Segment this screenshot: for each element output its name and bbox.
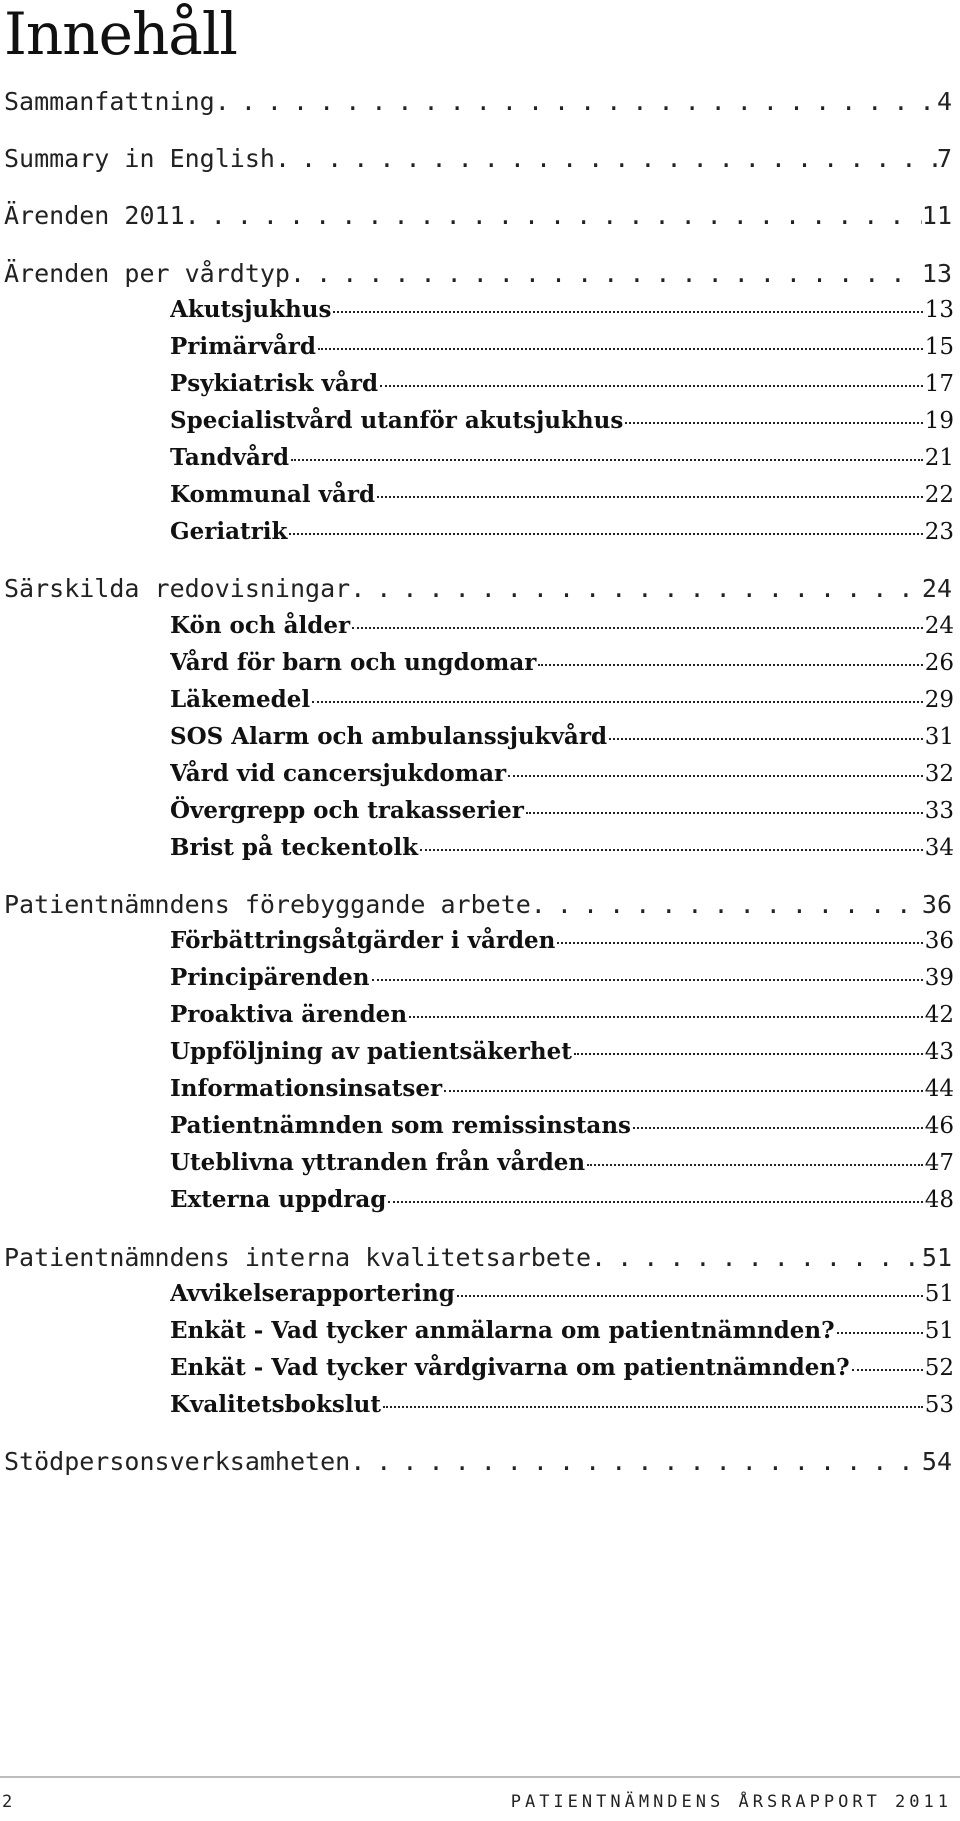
toc-entry[interactable]	[170, 720, 954, 754]
toc-dot-leader	[377, 495, 923, 498]
toc-entry-page: 52	[924, 1355, 954, 1381]
page-title: Innehåll	[4, 0, 237, 68]
toc-dot-leader	[457, 1294, 923, 1297]
toc-entry-page: 53	[924, 1392, 954, 1418]
toc-entry[interactable]	[4, 141, 952, 177]
toc-entry-label: Uppföljning av patientsäkerhet	[170, 1038, 572, 1065]
toc-entry[interactable]	[170, 1388, 954, 1422]
toc-entry-page: 48	[924, 1187, 954, 1213]
toc-entry[interactable]	[170, 646, 954, 680]
toc-entry-label: Särskilda redovisningar	[4, 574, 351, 603]
toc-dot-leader	[531, 887, 922, 923]
toc-dot-leader	[290, 256, 922, 292]
toc-dot-leader	[318, 347, 923, 350]
toc-entry[interactable]	[170, 330, 954, 364]
toc-dot-leader	[557, 941, 922, 944]
toc-entry[interactable]	[170, 961, 954, 995]
toc-entry-label: SOS Alarm och ambulanssjukvård	[170, 723, 608, 750]
toc-dot-leader	[350, 571, 922, 607]
toc-dot-leader	[526, 811, 923, 814]
toc-entry-page: 36	[921, 890, 952, 919]
toc-entry-label: Avvikelserapportering	[170, 1280, 455, 1307]
toc-entry-page: 42	[924, 1002, 954, 1028]
toc-dot-leader	[409, 1015, 923, 1018]
toc-entry[interactable]	[4, 84, 952, 120]
footer-report-title: PATIENTNÄMNDENS ÅRSRAPPORT 2011	[510, 1792, 952, 1812]
toc-entry-label: Kvalitetsbokslut	[170, 1391, 381, 1418]
toc-entry-label: Övergrepp och trakasserier	[170, 797, 524, 824]
toc-entry-page: 24	[924, 613, 954, 639]
toc-entry-label: Enkät - Vad tycker vårdgivarna om patientnämnden?	[170, 1354, 850, 1381]
toc-entry-label: Ärenden 2011	[4, 201, 185, 230]
toc-entry-page: 36	[924, 928, 954, 954]
toc-entry-page: 43	[924, 1039, 954, 1065]
toc-entry-page: 22	[924, 482, 954, 508]
toc-entry-page: 17	[924, 371, 954, 397]
toc-entry-label: Proaktiva ärenden	[170, 1001, 408, 1028]
toc-entry[interactable]	[170, 1183, 954, 1217]
toc-entry-label: Principärenden	[170, 964, 370, 991]
toc-entry-label: Summary in English	[4, 144, 275, 173]
toc-entry-label: Förbättringsåtgärder i vården	[170, 927, 556, 954]
toc-dot-leader	[185, 198, 922, 234]
toc-entry-page: 24	[921, 574, 952, 603]
toc-entry-label: Vård vid cancersjukdomar	[170, 760, 507, 787]
toc-entry-page: 44	[924, 1076, 954, 1102]
toc-entry-label: Sammanfattning	[4, 87, 215, 116]
toc-entry[interactable]	[170, 1314, 954, 1348]
toc-entry-label: Patientnämndens förebyggande arbete	[4, 890, 531, 919]
toc-entry-page: 19	[924, 408, 954, 434]
toc-dot-leader	[625, 421, 922, 424]
toc-dot-leader	[312, 700, 923, 703]
toc-entry[interactable]	[4, 887, 952, 923]
toc-entry[interactable]	[4, 256, 952, 292]
toc-entry-page: 26	[924, 650, 954, 676]
toc-entry-label: Kön och ålder	[170, 612, 351, 639]
footer-page-number: 2	[2, 1792, 13, 1812]
toc-entry[interactable]	[170, 794, 954, 828]
toc-entry-page: 15	[924, 334, 954, 360]
toc-dot-leader	[444, 1089, 923, 1092]
toc-entry-page: 51	[924, 1281, 954, 1307]
toc-entry[interactable]	[4, 1444, 952, 1480]
toc-dot-leader	[587, 1163, 923, 1166]
toc-dot-leader	[350, 1444, 922, 1480]
toc-dot-leader	[372, 978, 923, 981]
toc-dot-leader	[215, 84, 937, 120]
toc-entry[interactable]	[170, 1072, 954, 1106]
toc-entry[interactable]	[170, 1035, 954, 1069]
toc-entry-page: 39	[924, 965, 954, 991]
toc-entry-page: 4	[936, 87, 952, 116]
toc-entry[interactable]	[4, 198, 952, 234]
toc-dot-leader	[383, 1405, 923, 1408]
toc-dot-leader	[633, 1126, 923, 1129]
toc-entry-page: 46	[924, 1113, 954, 1139]
toc-entry[interactable]	[170, 831, 954, 865]
toc-entry-label: Akutsjukhus	[170, 296, 332, 323]
toc-entry[interactable]	[170, 998, 954, 1032]
toc-dot-leader	[837, 1331, 923, 1334]
toc-dot-leader	[289, 532, 922, 535]
toc-entry[interactable]	[170, 404, 954, 438]
toc-dot-leader	[538, 663, 922, 666]
toc-entry-page: 51	[924, 1318, 954, 1344]
toc-dot-leader	[388, 1200, 922, 1203]
toc-entry-label: Läkemedel	[170, 686, 311, 713]
toc-entry-page: 33	[924, 798, 954, 824]
toc-entry-page: 23	[924, 519, 954, 545]
toc-entry[interactable]	[4, 1240, 952, 1276]
toc-entry-label: Kommunal vård	[170, 481, 376, 508]
toc-entry-page: 54	[921, 1447, 952, 1476]
toc-entry[interactable]	[170, 441, 954, 475]
toc-entry[interactable]	[170, 924, 954, 958]
toc-entry-label: Brist på teckentolk	[170, 834, 419, 861]
toc-entry-label: Patientnämnden som remissinstans	[170, 1112, 632, 1139]
toc-entry[interactable]	[170, 683, 954, 717]
toc-entry-page: 31	[924, 724, 954, 750]
toc-entry-page: 32	[924, 761, 954, 787]
toc-entry-label: Geriatrik	[170, 518, 288, 545]
toc-entry-page: 13	[921, 259, 952, 288]
toc-entry-label: Enkät - Vad tycker anmälarna om patientnämnden?	[170, 1317, 835, 1344]
toc-entry-label: Tandvård	[170, 444, 290, 471]
toc-dot-leader	[291, 458, 923, 461]
toc-entry[interactable]	[170, 515, 954, 549]
toc-entry[interactable]	[170, 367, 954, 401]
toc-entry-label: Stödpersonsverksamheten	[4, 1447, 351, 1476]
toc-entry-page: 29	[924, 687, 954, 713]
toc-entry-page: 51	[921, 1243, 952, 1272]
toc-entry[interactable]	[4, 571, 952, 607]
toc-dot-leader	[591, 1240, 922, 1276]
toc-dot-leader	[420, 848, 923, 851]
toc-entry-label: Informationsinsatser	[170, 1075, 443, 1102]
toc-entry[interactable]	[170, 757, 954, 791]
toc-entry-page: 21	[924, 445, 954, 471]
toc-dot-leader	[352, 626, 923, 629]
toc-entry-label: Patientnämndens interna kvalitetsarbete	[4, 1243, 591, 1272]
toc-entry-label: Vård för barn och ungdomar	[170, 649, 537, 676]
toc-entry[interactable]	[170, 293, 954, 327]
toc-entry[interactable]	[170, 1277, 954, 1311]
toc-dot-leader	[333, 310, 922, 313]
footer-divider	[0, 1776, 960, 1778]
toc-entry-page: 34	[924, 835, 954, 861]
toc-entry-label: Primärvård	[170, 333, 316, 360]
toc-entry[interactable]	[170, 1351, 954, 1385]
toc-entry[interactable]	[170, 1146, 954, 1180]
toc-entry[interactable]	[170, 478, 954, 512]
toc-entry-label: Specialistvård utanför akutsjukhus	[170, 407, 624, 434]
toc-dot-leader	[574, 1052, 923, 1055]
toc-entry-page: 13	[924, 297, 954, 323]
toc-entry-label: Psykiatrisk vård	[170, 370, 379, 397]
toc-entry-label: Externa uppdrag	[170, 1186, 387, 1213]
toc-entry-page: 47	[924, 1150, 954, 1176]
toc-entry[interactable]	[170, 609, 954, 643]
toc-entry-label: Ärenden per vårdtyp	[4, 259, 290, 288]
toc-entry[interactable]	[170, 1109, 954, 1143]
toc-dot-leader	[852, 1368, 923, 1371]
toc-entry-page: 7	[936, 144, 952, 173]
toc-dot-leader	[508, 774, 923, 777]
toc-dot-leader	[609, 737, 923, 740]
toc-dot-leader	[275, 141, 937, 177]
toc-dot-leader	[380, 384, 923, 387]
toc-entry-label: Uteblivna yttranden från vården	[170, 1149, 586, 1176]
toc-entry-page: 11	[921, 201, 952, 230]
